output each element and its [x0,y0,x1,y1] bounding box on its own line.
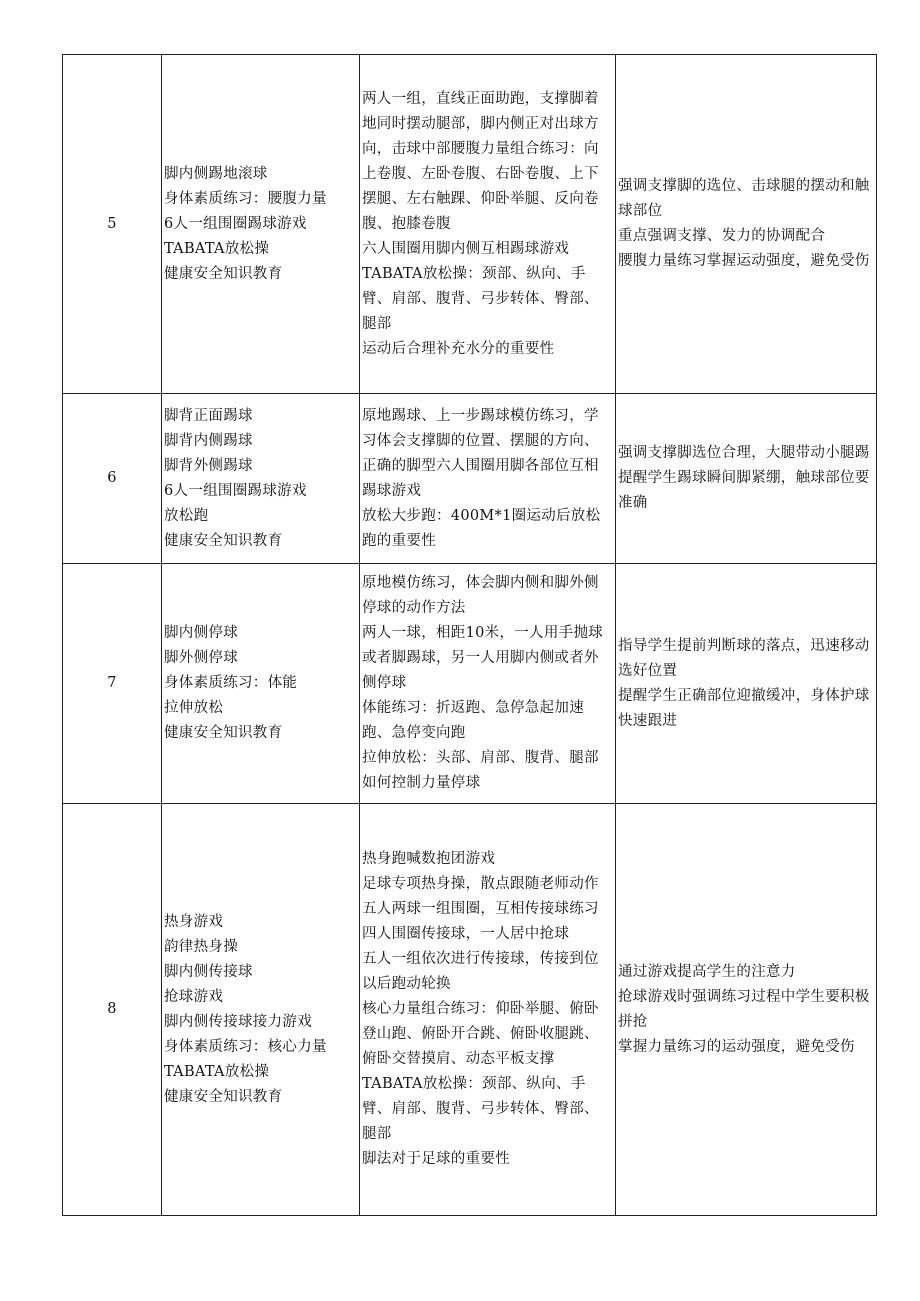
lesson-methods [360,55,616,394]
cell-line: 抢球游戏 [164,988,224,1005]
cell-line: 健康安全知识教育 [164,532,283,549]
table-row [63,55,877,394]
cell-line: 指导学生提前判断球的落点，迅速移动选好位置 [618,637,870,679]
cell-line: 体能练习：折返跑、急停急起加速跑、急停变向跑 [362,700,584,741]
cell-line: 核心力量组合练习：仰卧举腿、俯卧登山跑、俯卧开合跳、俯卧收腿跳、俯卧交替摸肩、动态平板支撑 [362,1001,599,1067]
cell-line: 脚内侧传接球接力游戏 [164,1013,312,1030]
cell-line: 脚法对于足球的重要性 [362,1151,510,1167]
lesson-content [162,55,360,394]
lesson-number: 5 [63,55,162,394]
cell-line: 腰腹力量练习掌握运动强度，避免受伤 [618,253,870,269]
cell-line: 6人一组围圈踢球游戏 [164,482,307,499]
table-row [63,394,877,564]
cell-line: 热身游戏 [164,913,224,930]
cell-line: 两人一组，直线正面助跑，支撑脚着地同时摆动腿部，脚内侧正对出球方向，击球中部腰腹力量组合练习：向上卷腹、左卧卷腹、右卧卷腹、上下摆腿、左右触踝、仰卧举腿、反向卷腹、抱膝卷腹 [362,90,599,232]
cell-line: 两人一球，相距10米，一人用手抛球或者脚踢球，另一人用脚内侧或者外侧停球 [362,625,604,691]
cell-line: 脚背正面踢球 [164,407,253,424]
cell-line: 身体素质练习：腰腹力量 [164,190,327,207]
lesson-number: 8 [63,804,162,1216]
cell-line: 五人一组依次进行传接球，传接到位以后跑动轮换 [362,951,599,992]
cell-line: TABATA放松操：颈部、纵向、手臂、肩部、腹背、弓步转体、臀部、腿部 [362,265,599,332]
lesson-notes [616,804,877,1216]
cell-line: 足球专项热身操，散点跟随老师动作 [362,876,599,892]
cell-line: 脚内侧踢地滚球 [164,165,268,182]
lesson-content [162,804,360,1216]
cell-line: 脚背外侧踢球 [164,457,253,474]
lesson-content [162,394,360,564]
lesson-plan-table [62,54,877,1216]
cell-line: 放松跑 [164,507,209,524]
cell-line: 身体素质练习：体能 [164,675,298,691]
cell-line: 五人两球一组围圈，互相传接球练习 [362,901,599,917]
lesson-notes [616,394,877,564]
cell-line: TABATA放松操 [164,240,270,257]
cell-line: 拉伸放松：头部、肩部、腹背、腿部 [362,750,599,766]
cell-line: 健康安全知识教育 [164,265,283,282]
cell-line: 如何控制力量停球 [362,775,481,791]
cell-line: 六人围圈用脚内侧互相踢球游戏 [362,240,570,257]
cell-line: 韵律热身操 [164,938,238,955]
cell-line: 通过游戏提高学生的注意力 [618,963,796,980]
cell-line: 掌握力量练习的运动强度，避免受伤 [618,1038,855,1055]
cell-line: 运动后合理补充水分的重要性 [362,340,555,357]
cell-line: 四人围圈传接球，一人居中抢球 [362,926,570,942]
lesson-notes [616,55,877,394]
cell-line: 重点强调支撑、发力的协调配合 [618,228,826,244]
cell-line: 脚内侧传接球 [164,963,253,980]
lesson-methods [360,394,616,564]
cell-line: 脚背内侧踢球 [164,432,253,449]
cell-line: 热身跑喊数抱团游戏 [362,851,496,867]
cell-line: 提醒学生踢球瞬间脚紧绷，触球部位要准确 [618,470,870,511]
cell-line: 强调支撑脚的选位、击球腿的摆动和触球部位 [618,178,870,219]
lesson-methods [360,564,616,804]
lesson-methods [360,804,616,1216]
cell-line: 抢球游戏时强调练习过程中学生要积极拼抢 [618,988,870,1030]
cell-line: 身体素质练习：核心力量 [164,1038,327,1055]
lesson-number: 7 [63,564,162,804]
cell-line: 强调支撑脚选位合理，大腿带动小腿踢 [618,445,870,461]
cell-line: 原地模仿练习，体会脚内侧和脚外侧停球的动作方法 [362,575,599,616]
cell-line: 提醒学生正确部位迎撤缓冲，身体护球快速跟进 [618,687,870,729]
cell-line: 原地踢球、上一步踢球模仿练习，学习体会支撑脚的位置、摆腿的方向、正确的脚型六人围圈用脚各部位互相踢球游戏 [362,407,599,499]
cell-line: 健康安全知识教育 [164,1088,283,1105]
cell-line: TABATA放松操 [164,1063,270,1080]
lesson-notes [616,564,877,804]
cell-line: 脚内侧停球 [164,625,238,641]
cell-line: 健康安全知识教育 [164,725,283,741]
cell-line: 拉伸放松 [164,700,224,716]
cell-line: 脚外侧停球 [164,650,238,666]
cell-line: TABATA放松操：颈部、纵向、手臂、肩部、腹背、弓步转体、臀部、腿部 [362,1076,599,1142]
lesson-number: 6 [63,394,162,564]
table-row [63,804,877,1216]
cell-line: 放松大步跑：400M*1圈运动后放松跑的重要性 [362,507,601,549]
table-row [63,564,877,804]
lesson-content [162,564,360,804]
cell-line: 6人一组围圈踢球游戏 [164,215,307,232]
